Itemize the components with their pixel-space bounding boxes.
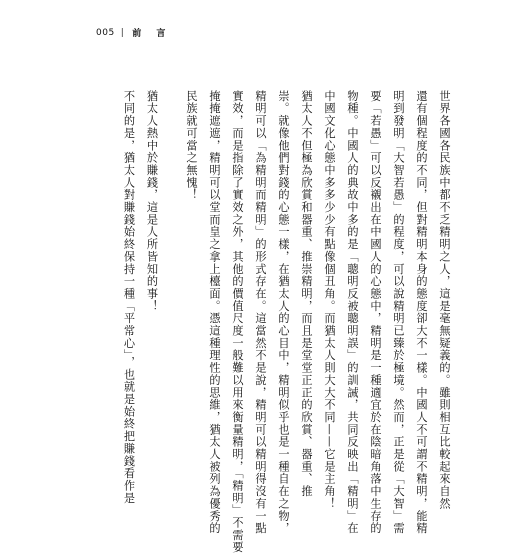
text-column: 崇。就像他們對錢的心態一樣，在猶太人的心目中，精明似乎也是一種自在之物， (277, 90, 290, 535)
page-number: 005 (96, 27, 115, 38)
text-column: 民族就可當之無愧！ (185, 90, 198, 202)
text-column: 不同的是，猶太人對賺錢始終保持一種「平常心」，也就是始終把賺錢看作是 (122, 90, 136, 505)
text-column: 精明可以「為精明而精明」的形式存在。這當然不是說，精明可以精明得沒有一點 (254, 90, 267, 535)
text-column: 明到發明「大智若愚」的程度，可以說精明已臻於極境。然而，正是從「大智」需 (392, 90, 405, 535)
text-column: 猶太人不但極為欣賞和器重、推崇精明，而且是堂堂正正的欣賞、器重、推 (300, 90, 313, 498)
text-column: 還有個程度的不同，但對精明本身的態度卻大不一樣。中國人不可謂不精明，能精 (415, 90, 428, 535)
text-column: 中國文化心態中多多少少有點像個丑角。而猶太人則大大不同——它是主角！ (323, 90, 336, 510)
header-separator: | (120, 27, 125, 38)
chapter-title: 前 言 (132, 29, 172, 39)
text-column: 世界各國各民族中都不乏精明之人，這是毫無疑義的。雖則相互比較起來自然 (438, 90, 451, 510)
paragraph-gap (168, 90, 174, 455)
vertical-text-body (122, 90, 451, 554)
text-column: 實效，而是指除了實效之外，其他的價值尺度一般難以用來衡量精明，「精明」不需要 (231, 90, 244, 554)
text-column: 掩掩遮遮，精明可以堂而皇之拿上檯面。憑這種理性的思維，猶太人被列為優秀的 (208, 90, 221, 535)
text-column: 物種。中國人的典故中多的是「聰明反被聰明誤」的訓誡，共同反映出「精明」在 (346, 90, 359, 535)
text-column: 猶太人熱中於賺錢，這是人所皆知的事！ (145, 90, 159, 313)
text-column: 要「若愚」可以反襯出在中國人的心態中，精明是一種適宜於在陰暗角落中生存的 (369, 90, 382, 535)
page-header (96, 26, 171, 39)
